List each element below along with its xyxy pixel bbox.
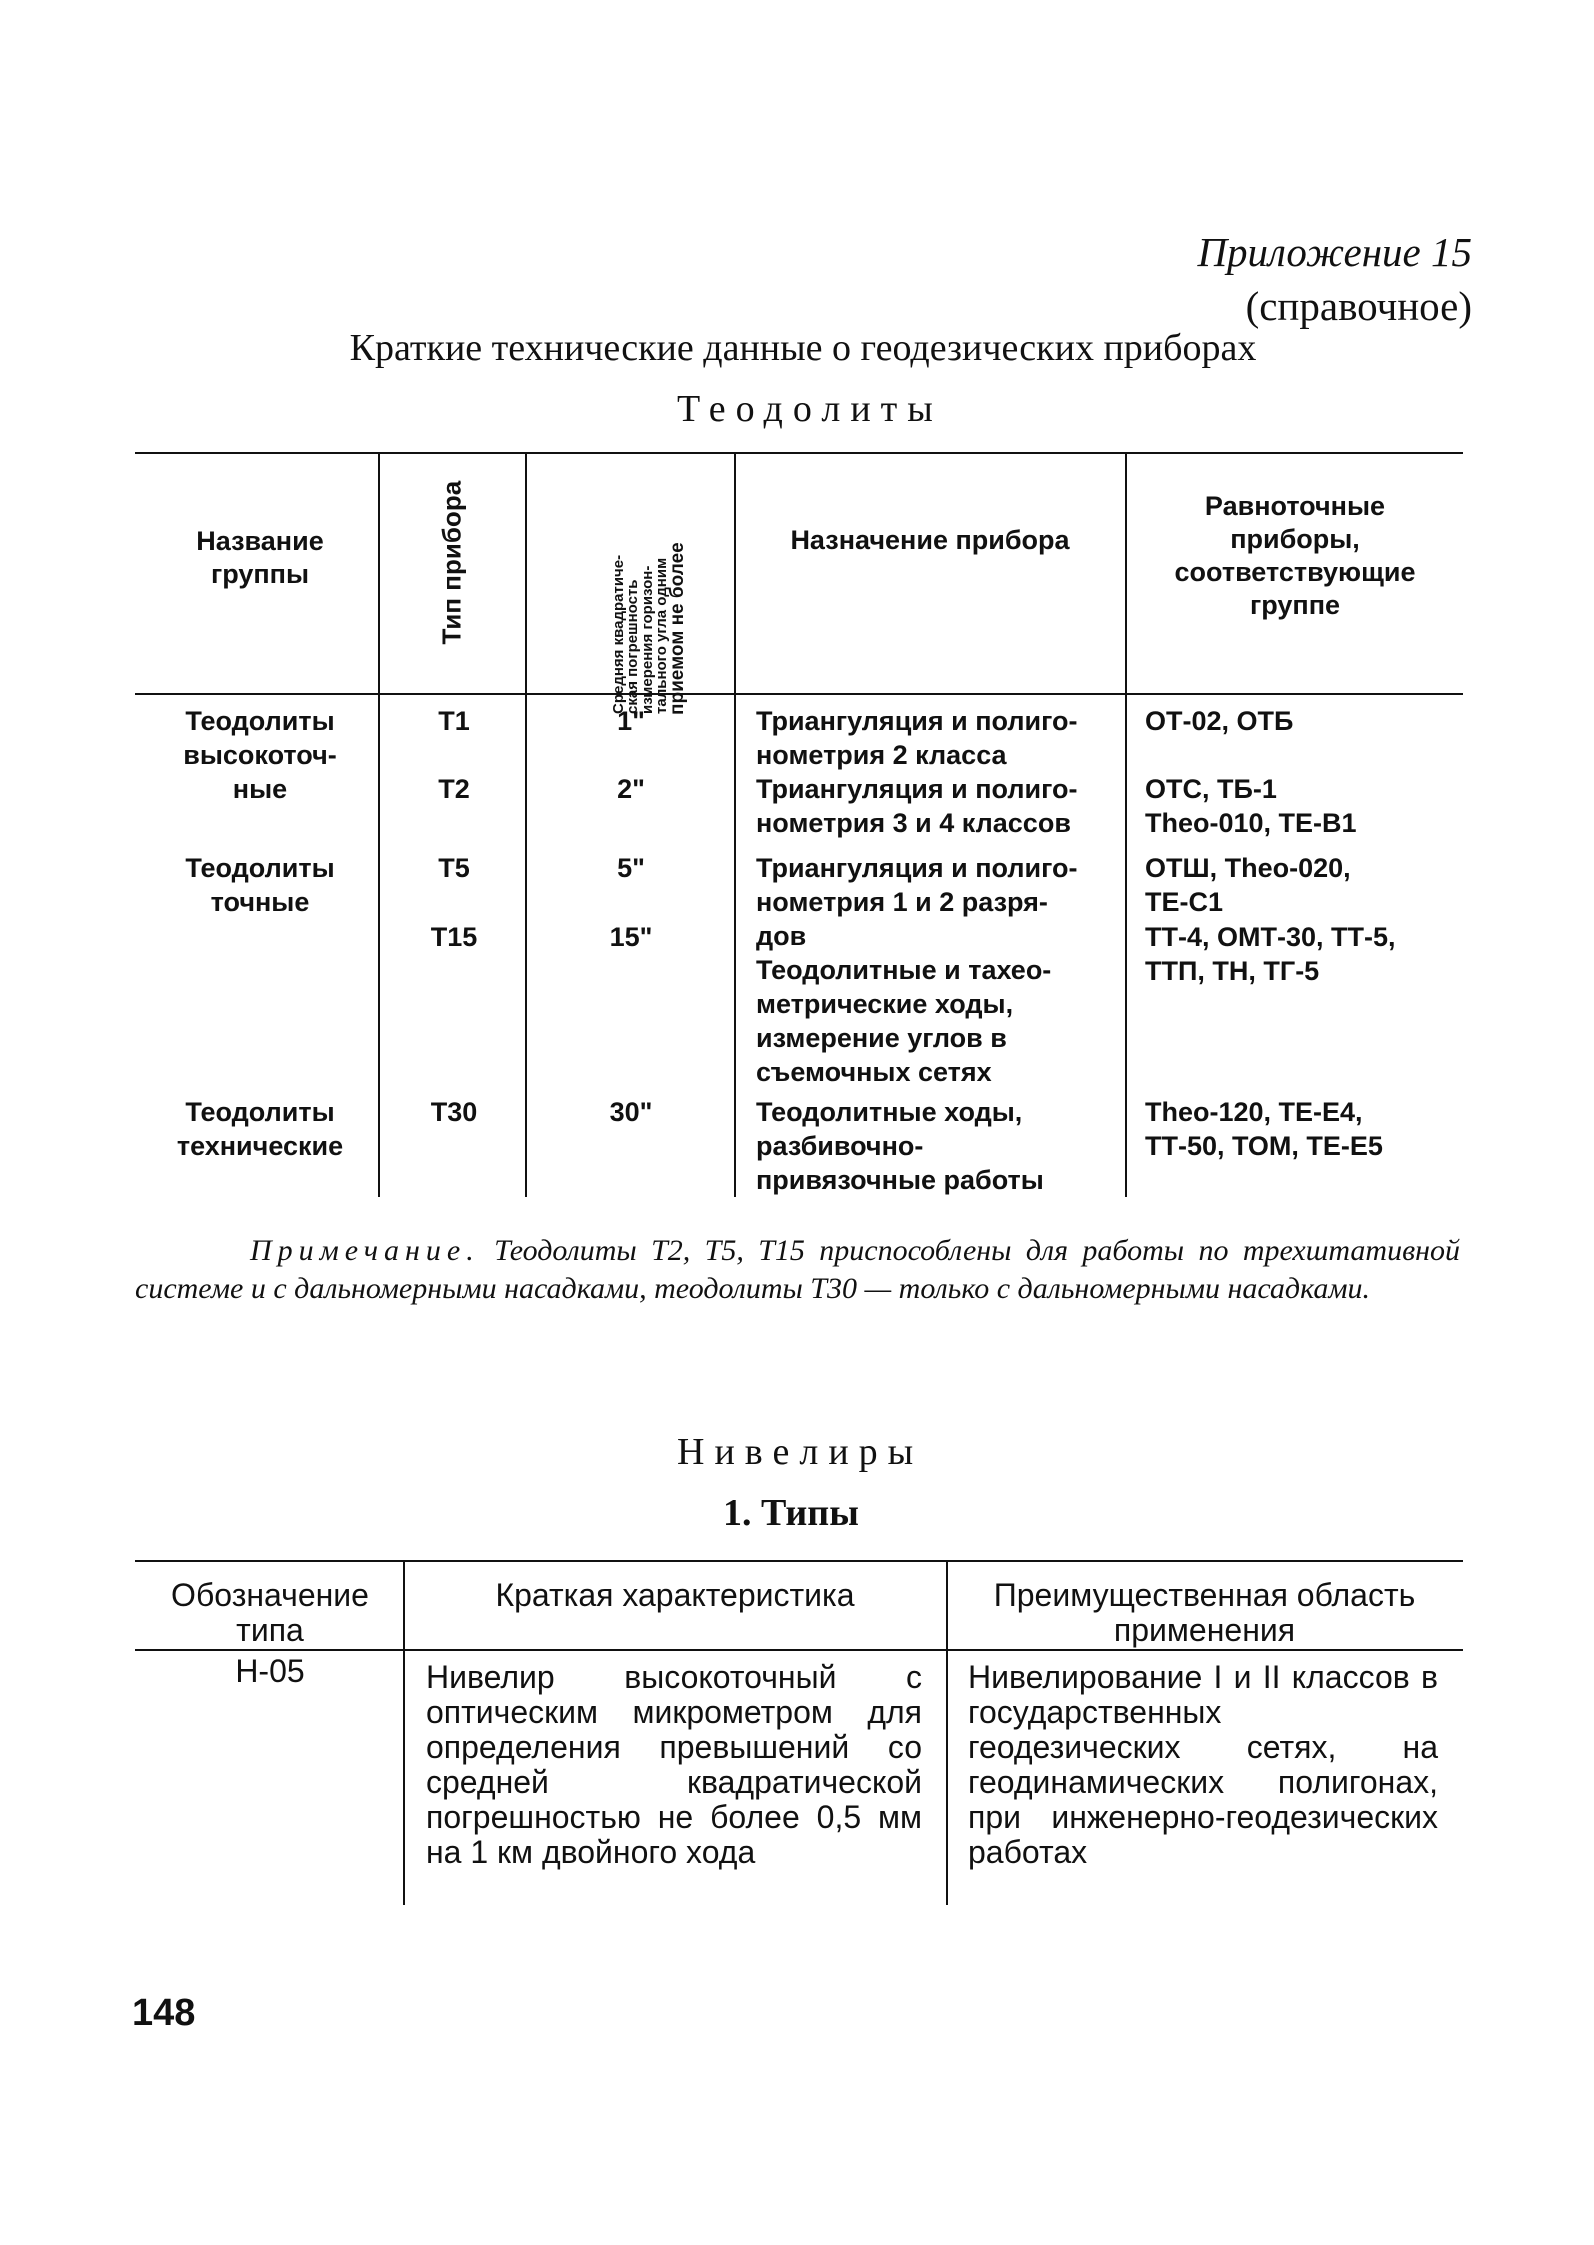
- device-type: Т1: [438, 706, 470, 736]
- group-line: точные: [210, 887, 310, 917]
- equivalent-line: ОТ-02, ОТБ: [1145, 706, 1294, 736]
- purpose-line: Триангуляция и полиго-: [756, 706, 1078, 736]
- equivalent-line: ТТП, ТН, ТГ-5: [1145, 956, 1320, 986]
- page-number: 148: [132, 1992, 196, 2034]
- table-column-divider: [734, 452, 736, 1197]
- header-mean-error-text: [612, 484, 640, 714]
- equivalent-line: ОТС, ТБ-1: [1145, 774, 1277, 804]
- purpose-line: Теодолитные ходы,: [756, 1097, 1023, 1127]
- equivalents: [1145, 920, 1465, 988]
- purpose-line: привязочные работы: [756, 1165, 1044, 1195]
- purpose-line: нометрия 2 класса: [756, 740, 1007, 770]
- purpose: [756, 851, 1126, 953]
- note-label: Примечание.: [250, 1234, 480, 1267]
- purpose-line: метрические ходы,: [756, 989, 1014, 1019]
- header-device-type: Тип прибора: [436, 480, 467, 645]
- table-column-divider: [378, 452, 380, 1197]
- header-designation: [140, 1578, 400, 1648]
- levels-column-divider: [403, 1560, 405, 1905]
- header-error-line: измерения горизон-: [639, 565, 656, 714]
- reference-label: (справочное): [1245, 283, 1472, 329]
- purpose-line: дов: [756, 921, 807, 951]
- group-precision: [150, 851, 370, 919]
- header-error-line: тального угла одним: [653, 557, 670, 714]
- group-line: Теодолиты: [185, 853, 335, 883]
- table-note: [135, 1232, 1460, 1308]
- header-error-line: приемом не более: [667, 542, 688, 715]
- level-description: Нивелир высокоточный с оптическим микрометром для определения превышений со средней квадратической погрешностью не более 0,5 мм на 1 км двойного хода: [426, 1659, 922, 1870]
- group-high-precision: [150, 704, 370, 806]
- device-type: Т2: [438, 774, 470, 804]
- device-type: Т30: [430, 1097, 478, 1127]
- equivalents: [1145, 851, 1465, 919]
- purpose: [756, 772, 1126, 840]
- equivalents: [1145, 772, 1465, 840]
- section-title-theodolites: Теодолиты: [677, 388, 943, 430]
- note-text: Теодолиты Т2, Т5, Т15 приспособлены для работы по трехштативной системе и с дальномерными насадками, теодолиты Т30 — только с дальномерными насадками.: [135, 1234, 1460, 1305]
- group-line: Теодолиты: [185, 1097, 335, 1127]
- group-line: высокоточ-: [183, 740, 337, 770]
- group-line: технические: [176, 1131, 344, 1161]
- purpose-line: нометрия 1 и 2 разря-: [756, 887, 1048, 917]
- purpose-line: измерение углов в: [756, 1023, 1007, 1053]
- mean-error: 15": [609, 922, 653, 952]
- levels-subtitle: 1. Типы: [723, 1492, 859, 1534]
- group-line: Теодолиты: [185, 706, 335, 736]
- purpose-line: разбивочно-: [756, 1131, 924, 1161]
- document-title: [0, 326, 1594, 372]
- header-mean-error: [558, 520, 725, 715]
- purpose-line: съемочных сетях: [756, 1057, 992, 1087]
- table-header-rule: [135, 693, 1463, 695]
- header-designation-line: типа: [236, 1612, 304, 1648]
- group-line: ные: [232, 774, 288, 804]
- header-error-line: ская погрешность: [624, 579, 641, 714]
- purpose-line: Триангуляция и полиго-: [756, 774, 1078, 804]
- header-purpose: Назначение прибора: [790, 525, 1070, 555]
- appendix-label: Приложение 15: [1197, 229, 1472, 275]
- mean-error: 1": [617, 706, 645, 736]
- purpose-line: Триангуляция и полиго-: [756, 853, 1078, 883]
- equivalent-line: Theo-120, ТЕ-Е4,: [1145, 1097, 1363, 1127]
- header-equivalents: Равноточные приборы, соответствующие группе: [1174, 491, 1416, 620]
- document-title-text: Краткие технические данные о геодезических приборах: [349, 327, 1257, 369]
- levels-table-header-rule: [135, 1649, 1463, 1651]
- purpose-line: нометрия 3 и 4 классов: [756, 808, 1071, 838]
- equivalent-line: ТТ-4, ОМТ-30, ТТ-5,: [1145, 922, 1396, 952]
- equivalents: [1145, 704, 1465, 738]
- equivalent-line: Theo-010, ТЕ-В1: [1145, 808, 1357, 838]
- header-application-line: применения: [1113, 1612, 1296, 1648]
- level-designation: Н-05: [235, 1653, 305, 1689]
- table-top-rule: [135, 452, 1463, 454]
- header-application: [952, 1578, 1457, 1648]
- purpose: [756, 953, 1126, 1089]
- equivalents: [1145, 1095, 1465, 1163]
- header-error-line: Средняя квадратиче-: [610, 554, 627, 714]
- header-description: Краткая характеристика: [495, 1577, 855, 1613]
- levels-column-divider: [946, 1560, 948, 1905]
- header-designation-line: Обозначение: [171, 1577, 369, 1613]
- table-column-divider: [525, 452, 527, 1197]
- header-group-name: Название группы: [196, 526, 324, 589]
- header-mean-error-text: [641, 484, 669, 714]
- levels-table-top-rule: [135, 1560, 1463, 1562]
- equivalent-line: ТЕ-С1: [1145, 887, 1224, 917]
- mean-error: 30": [609, 1097, 653, 1127]
- group-technical: [150, 1095, 370, 1163]
- purpose: [756, 704, 1126, 772]
- equivalent-line: ОТШ, Theo-020,: [1145, 853, 1351, 883]
- purpose: [756, 1095, 1126, 1197]
- section-title-levels: Нивелиры: [677, 1431, 924, 1473]
- device-type: Т15: [430, 922, 478, 952]
- level-application: Нивелирование I и II классов в государственных геодезических сетях, на геодинамических полигонах, при инженерно-геодезических работах: [968, 1659, 1438, 1870]
- mean-error: 2": [617, 774, 645, 804]
- mean-error: 5": [617, 853, 645, 883]
- device-type: Т5: [438, 853, 470, 883]
- equivalent-line: ТТ-50, ТОМ, ТЕ-Е5: [1145, 1131, 1383, 1161]
- header-application-line: Преимущественная область: [993, 1577, 1416, 1613]
- purpose-line: Теодолитные и тахео-: [756, 955, 1052, 985]
